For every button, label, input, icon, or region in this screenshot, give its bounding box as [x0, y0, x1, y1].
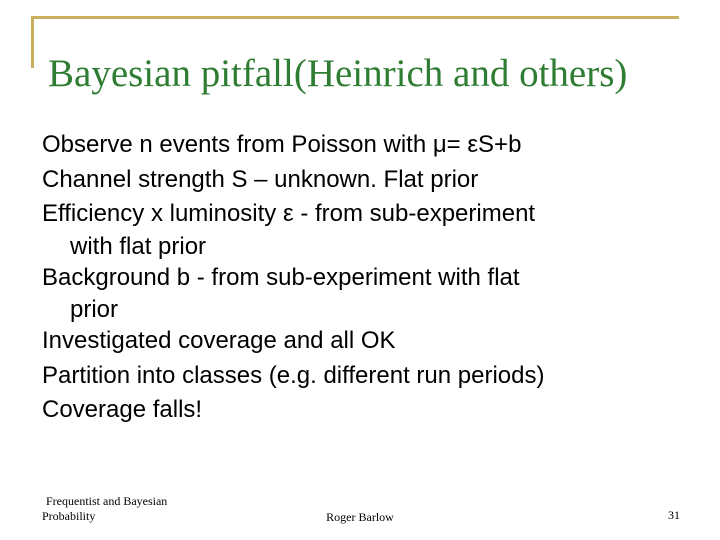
frame-top-rule	[31, 16, 679, 19]
frame-left-rule	[31, 16, 34, 68]
bullet-line-4-continued: prior	[70, 296, 119, 323]
footer-course-title	[42, 494, 242, 524]
bullet-line-6: Partition into classes (e.g. different run periods)	[42, 361, 545, 389]
bullet-line-5: Investigated coverage and all OK	[42, 327, 396, 354]
bullet-line-3-continued: with flat prior	[70, 232, 207, 260]
slide-title: Bayesian pitfall(Heinrich and others)	[48, 52, 628, 95]
bullet-line-4: Background b - from sub-experiment with flat	[42, 263, 520, 291]
bullet-line-7: Coverage falls!	[42, 396, 203, 423]
footer-author: Roger Barlow	[326, 510, 394, 524]
bullet-line-1: Observe n events from Poisson with μ= εS+b	[42, 131, 522, 158]
footer-course-line-1: Frequentist and Bayesian	[46, 494, 168, 508]
bullet-line-3: Efficiency x luminosity ε - from sub-experiment	[42, 200, 536, 227]
page-number: 31	[668, 508, 680, 522]
slide-body	[42, 128, 702, 428]
footer-course-line-2: Probability	[42, 509, 96, 523]
bullet-line-2: Channel strength S – unknown. Flat prior	[42, 165, 479, 193]
